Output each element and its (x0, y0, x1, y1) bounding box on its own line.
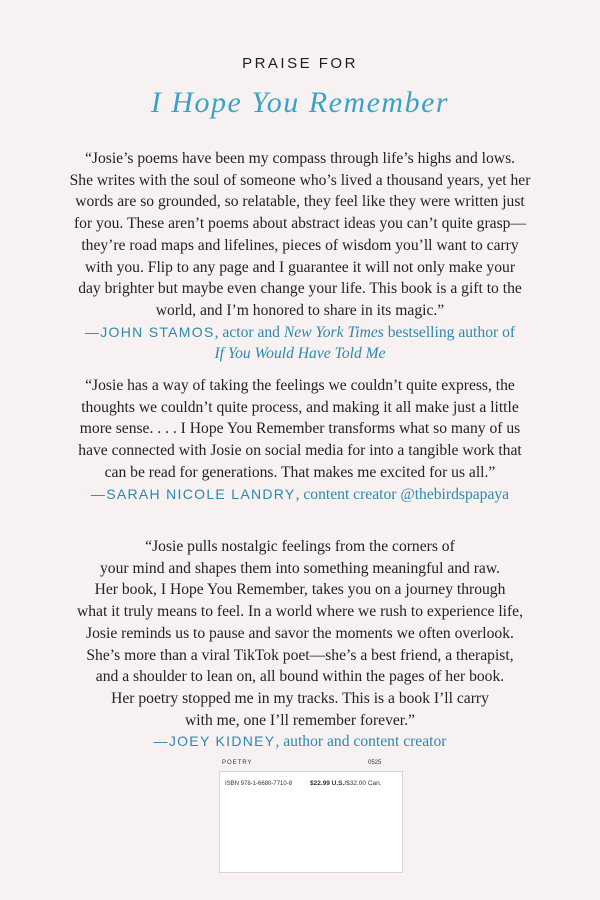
quote-line: words are so grounded, so relatable, they feel like they were written just (75, 193, 525, 211)
quote-line: She’s more than a viral TikTok poet—she’s a best friend, a therapist, (86, 646, 514, 664)
quote-line: “Josie’s poems have been my compass through life’s highs and lows. (84, 150, 516, 167)
quote-line: thoughts we couldn’t quite process, and making it all make just a little (81, 398, 519, 416)
quote-line: Her poetry stopped me in my tracks. This is a book I’ll carry (111, 689, 489, 707)
quote-line: “Josie pulls nostalgic feelings from the corners of (145, 538, 455, 555)
attribution (40, 322, 560, 344)
price-can: /$32.00 Can. (344, 780, 382, 787)
isbn: ISBN 978-1-6680-7710-8 (225, 781, 293, 787)
attribution-line2 (40, 343, 560, 365)
attribution-name: —JOEY KIDNEY (153, 733, 276, 750)
category-code: 0525 (368, 760, 382, 766)
category-label: POETRY (222, 760, 253, 766)
quote-line: your mind and shapes them into something meaningful and raw. (99, 559, 501, 577)
quote-line: day brighter but maybe even change your life. This book is a gift to the (78, 280, 522, 298)
attribution-book-title: If You Would Have Told Me (214, 345, 386, 363)
attribution-role: , content creator @thebirdspapaya (295, 485, 510, 503)
attribution (40, 731, 560, 753)
praise-heading: PRAISE FOR (242, 55, 358, 72)
quote-line: can be read for generations. That makes me excited for us all.” (104, 463, 496, 481)
attribution-role-italic: New York Times (283, 323, 384, 341)
quote-line: She writes with the soul of someone who’s lived a thousand years, yet her (69, 171, 531, 189)
quote-line: have connected with Josie on social media for into a tangible work that (78, 442, 522, 460)
quote-line: and a shoulder to lean on, all bound within the pages of her book. (95, 668, 505, 686)
attribution-role: bestselling author of (383, 323, 516, 341)
attribution-role: , actor and (214, 323, 284, 341)
attribution-name: —SARAH NICOLE LANDRY (90, 485, 296, 502)
book-title: I Hope You Remember (150, 86, 450, 119)
attribution-role: , author and content creator (275, 733, 447, 751)
attribution (40, 484, 560, 506)
attribution-name: —JOHN STAMOS (84, 323, 215, 340)
quote-line: for you. These aren’t poems about abstract ideas you can’t quite grasp— (73, 215, 527, 233)
quote-line: with me, one I’ll remember forever.” (185, 711, 415, 729)
quote-line: Her book, I Hope You Remember, takes you on a journey through (94, 581, 506, 599)
price-us: $22.99 U.S. (310, 780, 345, 787)
quote-landry (40, 375, 560, 505)
quote-line: they’re road maps and lifelines, pieces of wisdom you’ll want to carry (81, 236, 519, 254)
quote-line: world, and I’m honored to share in its magic.” (155, 301, 445, 319)
price (310, 780, 382, 787)
quote-line: with you. Flip to any page and I guarantee it will not only make your (84, 258, 516, 276)
quote-line: “Josie has a way of taking the feelings we couldn’t quite express, the (85, 377, 515, 394)
quote-kidney (40, 536, 560, 753)
quote-stamos (40, 148, 560, 365)
quote-line: what it truly means to feel. In a world where we rush to experience life, (77, 603, 523, 621)
quote-line: more sense. . . . I Hope You Remember transforms what so many of us (79, 420, 521, 438)
quote-line: Josie reminds us to pause and savor the moments we often overlook. (86, 624, 514, 642)
